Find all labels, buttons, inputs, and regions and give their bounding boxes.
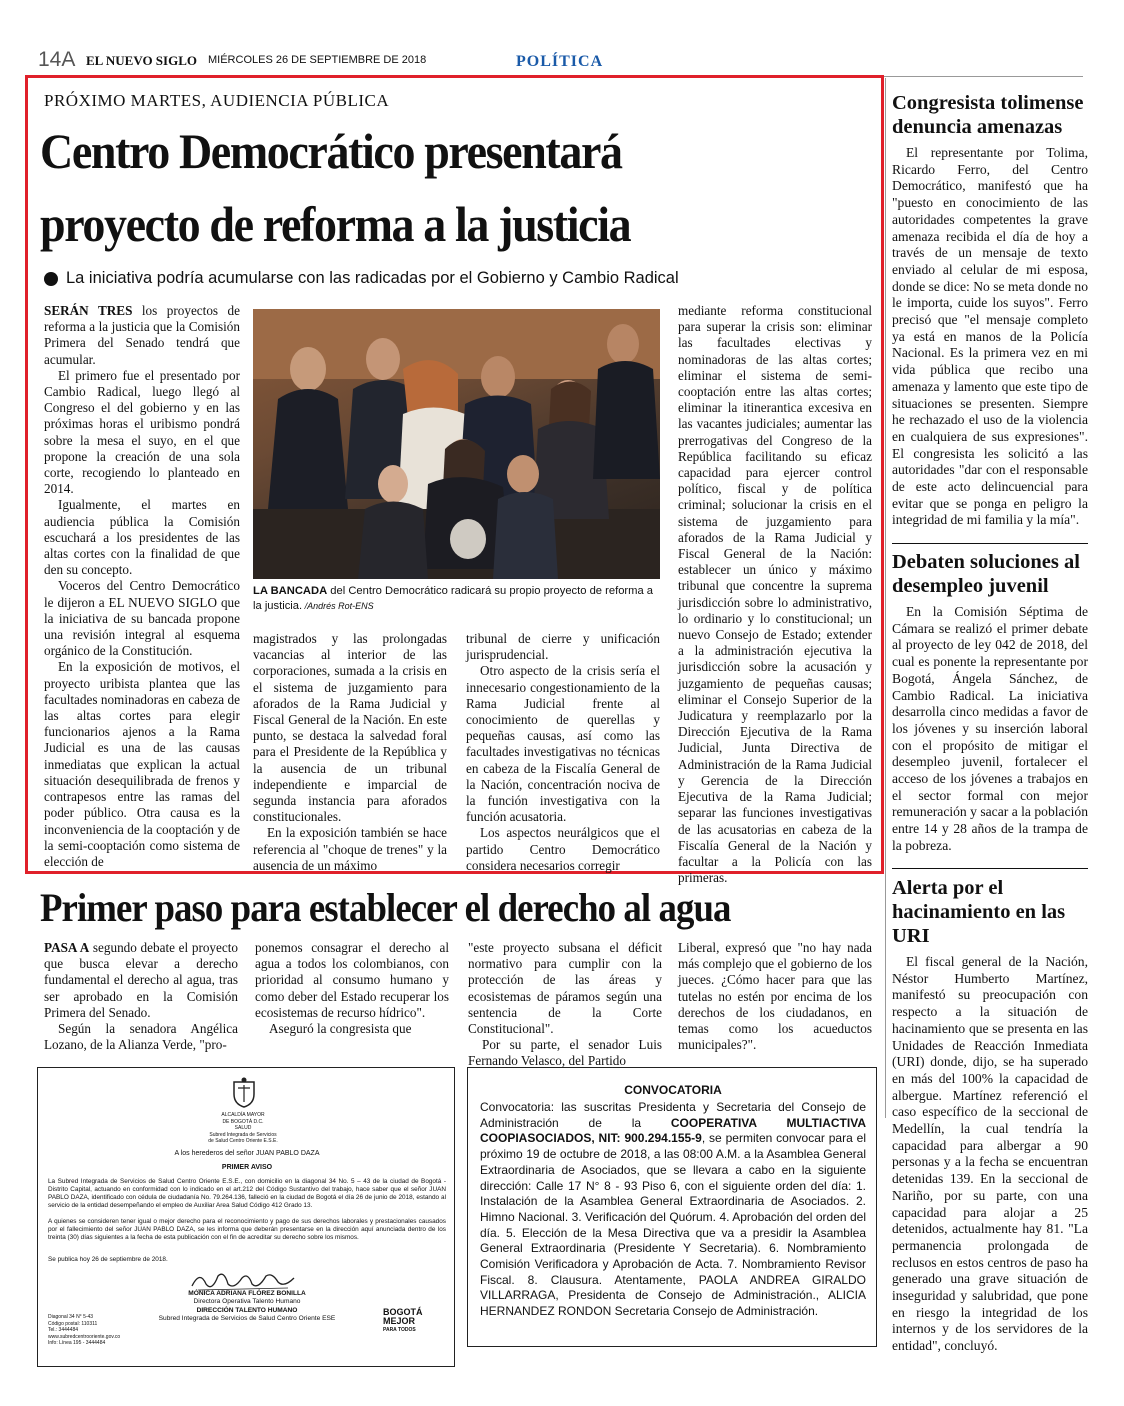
water-col-2: ponemos consagrar el derecho al agua a todos los colombianos, con prioridad al consumo humano y como deber del Estado recuperar los ecosistemas de recurso hídrico". Aseguró la congresista que bbox=[255, 940, 449, 1037]
story-title: Congresista tolimense denuncia amenazas bbox=[892, 92, 1084, 138]
convocatoria-ad bbox=[467, 1067, 877, 1347]
section-name: POLÍTICA bbox=[516, 53, 604, 70]
water-headline: Primer paso para establecer el derecho al agua bbox=[40, 885, 731, 930]
sidebar-divider bbox=[892, 868, 1088, 869]
signer-name: MÓNICA ADRIANA FLÓREZ BONILLA bbox=[188, 1290, 306, 1297]
legal-notice-ad: ALCALDÍA MAYOR DE BOGOTÁ D.C. SALUD Subred Integrada de Servicios de Salud Centro Oriente E.S.E. A los herederos del señor JUAN PABLO DAZA PRIMER AVISO La Subred Integrada de Servicios de Salud Centro Oriente E.S.E., con domicilio en la diagonal 34 No. 5 – 43 de la ciudad de Bogotá - Distrito Capital, actuando en conformidad con lo indicado en el art.212 del Código Sustantivo del trabajo, hace saber que el señor JUAN PABLO DAZA, identificado con cédula de ciudadanía No. 79.264.136, falleció en la ciudad de Bogotá el día 26 de junio de 2018, estando al servicio de la entidad desempeñando el empleo de Auxiliar Area Salud Código 412 Grado 13. A quienes se consideren tener igual o mejor derecho para el reconocimiento y pago de sus derechos laborales y prestacionales causados por el fallecimiento del señor JUAN PABLO DAZA, se les informa que deberán presentarse en la dirección aquí anunciada dentro de los treinta (30) días siguientes a la fecha de esta publicación con el fin de acreditar su derecho sobre los mismos. Se publica hoy 26 de septiembre de 2018. MÓNICA ADRIANA FLÓREZ BONILLA Directora Operativa Talento Humano DIRECCIÓN TALENTO HUMANO Subred Integrada de Servicios de Salud Centro Oriente ESE Diagonal 34 N° 5-43 Código postal: 110311 Tel.: 3444484 www.subredcentrooriente.gov.co Info: Línea 195 - 3444484 BOGOTÁ MEJOR PARA TODOS bbox=[37, 1067, 455, 1367]
ad-body-1: La Subred Integrada de Servicios de Salud Centro Oriente E.S.E., con domicilio en la diagonal 34 No. 5 – 43 de la ciudad de Bogotá - Distrito Capital, actuando en conformidad con lo indicado en el art.212 del Código Sustantivo del trabajo, hace saber que el señor JUAN PABLO DAZA, identificado con cédula de ciudadanía No. 79.264.136, falleció en la ciudad de Bogotá el día 26 de junio de 2018, estando al servicio de la entidad desempeñando el empleo de Auxiliar Area Salud Código 412 Grado 13. bbox=[48, 1178, 446, 1209]
sidebar-story-3: Alerta por el hacinamiento en las URI El fiscal general de la Nación, Néstor Humberto Martínez, manifestó su preocupación con respecto a la situación de hacinamiento que se presenta en las Unidades de Reacción Inmediata (URI) donde, dijo, se ha superado en más del 100% la capacidad de albergue. Martínez referenció el caso específico de la seccional de Medellín, la cual tendría la capacidad para albergar a 90 personas y a la fecha se encuentran detenidas 139. En la seccional de Nariño, por su parte, con una capacidad para alojar a 25 detenidos, actualmente hay 81. "La permanencia prolongada de reclusos en estos centros de paso ha generado una grave situación de inseguridad y salubridad, que pone en riesgo la integridad de los internos y de los servidores de la entidad", concluyó. bbox=[892, 877, 1088, 1354]
lead-in: PASA A bbox=[44, 940, 90, 955]
newspaper-name: EL NUEVO SIGLO bbox=[86, 53, 197, 68]
water-col-4: Liberal, expresó que "no hay nada más complejo que el gobierno de los jueces. ¿Cómo hacer para que las tutelas no estén por encima de los derechos de los ciudadanos, en temas como los acueductos municipales?". bbox=[678, 940, 872, 1053]
page-header bbox=[38, 48, 1083, 74]
sidebar-story-2: Debaten soluciones al desempleo juvenil En la Comisión Séptima de Cámara se realizó el primer debate al proyecto de ley 042 de 2018, del cual es ponente la representante por Bogotá, Ángela Sánchez, de Cambio Radical. La iniciativa desarrolla cinco medidas a favor de los jóvenes y su inserción laboral con el propósito de mitigar el desempleo juvenil, fortalecer el acceso de los jóvenes a trabajos en el sector formal con mejor remuneración y sacar a la población entre 14 y 28 años de la trampa de la pobreza. bbox=[892, 551, 1088, 853]
water-col-3: "este proyecto subsana el déficit normativo para cumplir con la protección de las áreas y ecosistemas de páramos según una sentencia de la Corte Constitucional". Por su parte, el senador Luis Fernando Velasco, del Partido bbox=[468, 940, 662, 1069]
lead-in: SERÁN TRES bbox=[44, 303, 133, 318]
main-col-2: magistrados y las prolongadas vacancias al interior de las corporaciones, sumada a la crisis en el sistema de juzgamiento para aforados de la Rama Judicial y Fiscal General de la Nación. En este punto, se destaca la salvedad foral para el Presidente de la República y la ausencia de un tribunal independiente e imparcial de segunda instancia para aforados constitucionales. En la exposición también se hace referencia al "choque de trenes" y la ausencia de un máximo bbox=[253, 631, 447, 873]
ad-notice-title: PRIMER AVISO bbox=[221, 1164, 273, 1171]
ad-recipient: A los herederos del señor JUAN PABLO DAZA bbox=[174, 1150, 320, 1157]
ad-date: Se publica hoy 26 de septiembre de 2018. bbox=[48, 1256, 168, 1263]
story-title: Alerta por el hacinamiento en las URI bbox=[892, 877, 1066, 947]
page-number: 14A bbox=[38, 48, 76, 71]
sidebar-rule bbox=[885, 78, 886, 1118]
ad-contact: Diagonal 34 N° 5-43 Código postal: 110311 Tel.: 3444484 www.subredcentrooriente.gov.co Info: Línea 195 - 3444484 bbox=[48, 1314, 121, 1346]
story-title: Debaten soluciones al desempleo juvenil bbox=[892, 551, 1080, 597]
ad-title: CONVOCATORIA bbox=[624, 1083, 722, 1097]
water-col-1: PASA A segundo debate el proyecto que busca elevar a derecho fundamental el derecho al agua, tras ser aprobado en la Comisión Primera del Senado. Según la senadora Angélica Lozano, de la Alianza Verde, "pro- bbox=[44, 940, 238, 1053]
kicker: PRÓXIMO MARTES, AUDIENCIA PÚBLICA bbox=[44, 91, 390, 110]
issue-date: MIÉRCOLES 26 DE SEPTIEMBRE DE 2018 bbox=[208, 54, 427, 66]
main-col-3: tribunal de cierre y unificación jurisprudencial. Otro aspecto de la crisis sería el innecesario congestionamiento de la Rama Judicial frente al conocimiento de querellas y pequeñas causas, así como las facultades investigativas no técnicas en cabeza de la Fiscalía General de la Nación, concentración nociva de la función investigativa con la función acusatoria. Los aspectos neurálgicos que el partido Centro Democrático considera necesarios corregir bbox=[466, 631, 660, 873]
main-col-4: mediante reforma constitucional para superar la crisis son: eliminar las facultades electivas y nominadoras de las altas cortes; eliminar el sistema de semi-cooptación entre las altas cortes; eliminar la itinerantica excesiva en las vacantes judiciales; aumentar las prerrogativas del Congreso de la República facilitando su eficaz capacidad para ejercer control político, fiscal y de política criminal; solucionar la crisis en el sistema de juzgamiento para aforados de la Rama Judicial y Fiscal General de la Nación: establecer un único y máximo tribunal que concentre la suprema jurisdicción sobre lo administrativo, lo ordinario y lo constitucional; un nuevo Consejo de Estado; extender a la administración ejecutiva la jurisdicción sobre la acusación y juzgamiento de pequeñas causas; eliminar el Consejo Superior de la Judicatura y reemplazarlo por la Dirección Ejecutiva de la Rama Judicial, Junta Directiva de Administración de la Rama Judicial y Gerencia de la Dirección Ejecutiva de la Rama Judicial; separar las funciones investigativas de las acusatorias en cabeza de la Fiscalía General de la Nación y facultar a la Policía con las primeras. bbox=[678, 303, 872, 886]
photo-illustration bbox=[253, 309, 660, 579]
headline-line-1: Centro Democrático presentará bbox=[40, 123, 622, 179]
sidebar-divider bbox=[892, 543, 1088, 544]
ad-text: Convocatoria: las suscritas Presidenta y Secretaria del Consejo de Administración de la COOPERATIVA MULTIACTIVA COOPIASOCIADOS, NIT: 900.294.155-9, se permiten convocar para el próximo 19 de octubre de 2018, a las 08:00 A.M. a la Asamblea General Extraordinaria de Asociados, que se llevara a cabo en la siguiente dirección: Calle 17 N° 8 - 93 Piso 6, con el siguiente orden del día: 1. Instalación de la Asamblea General Extraordinaria de Asociados. 2. Himno Nacional. 3. Verificación del Quórum. 4. Aprobación del orden del día. 5. Elección de la Mesa Directiva que va a presidir la Asamblea General Extraordinaria (Presidente Y Secretaria). 6. Nombramiento Comisión Verificadora y Aprobación de Acta. 7. Nombramiento Revisor Fiscal. 8. Clausura. Atentamente, PAOLA ANDREA GIRALDO VILLARRAGA, Presidenta de Consejo de Administración., ALICIA HERNANDEZ RONDON Secretaria Consejo de Administración. bbox=[480, 1100, 867, 1319]
bullet-icon bbox=[44, 272, 58, 286]
ad-body-2: A quienes se consideren tener igual o mejor derecho para el reconocimiento y pago de sus derechos laborales y prestacionales causados por el fallecimiento del señor JUAN PABLO DAZA, se les informa que deberán presentarse en la dirección aquí anunciada dentro de los treinta (30) días siguientes a la fecha de esta publicación con el fin de acreditar su derecho sobre los mismos. bbox=[48, 1218, 446, 1241]
coat-of-arms-icon bbox=[228, 1076, 260, 1108]
main-col-1: SERÁN TRES los proyectos de reforma a la justicia que la Comisión Primera del Senado tendrá que acumular. El primero fue el presentado por Cambio Radical, luego llegó al Congreso el del gobierno y en las próximas horas el uribismo pondrá sobre la mesa el suyo, en el que propone la creación de una sola corte, recogiendo lo planteado en 2014. Igualmente, el martes en audiencia pública la Comisión escuchará a los presidentes de las altas cortes con la finalidad de que den su concepto. Voceros del Centro Democrático le dijeron a EL NUEVO SIGLO que la iniciativa de su bancada propone una revisión integral al esquema orgánico de la Constitución. En la exposición de motivos, el proyecto uribista plantea que las facultades nominadoras en cabeza de las altas cortes para elegir funcionarios ajenos a la Rama Judicial es una de las causas inmediatas que explican la actual situación desequilibrada de frenos y contrapesos entre las ramas del poder público. Otra causa es la inconveniencia de la cooptación y de la semi-cooptación como sistema de elección de bbox=[44, 303, 240, 869]
bogota-logo: BOGOTÁ MEJOR PARA TODOS bbox=[383, 1307, 423, 1333]
news-photo bbox=[253, 309, 660, 579]
headline-line-2: proyecto de reforma a la justicia bbox=[40, 196, 631, 252]
subhead: La iniciativa podría acumularse con las radicadas por el Gobierno y Cambio Radical bbox=[66, 269, 679, 287]
sidebar-story-1: Congresista tolimense denuncia amenazas El representante por Tolima, Ricardo Ferro, del Centro Democrático, manifestó que ha "puesto en conocimiento de las autoridades competentes la grave amenaza recibida el día de hoy a través de un mensaje de texto enviado al celular de mi esposa, donde se dice: No se meta donde no le importa, cuide los suyos". Ferro precisó que "el mensaje completo ya está en manos de la Policía Nacional. Es la primera vez en mi vida pública que recibo una amenaza y lamento que este tipo de situaciones se presenten. Siempre he rechazado el uso de la violencia en cualquiera de sus expresiones". El congresista les solicitó a las autoridades "dar con el responsable de este acto delincuencial para evitar que se ponga en peligro la integridad de mi familia y la mía". bbox=[892, 92, 1088, 528]
photo-caption: LA BANCADA del Centro Democrático radicará su propio proyecto de reforma a la justicia. /Andrés Rot-ENS bbox=[253, 585, 654, 612]
